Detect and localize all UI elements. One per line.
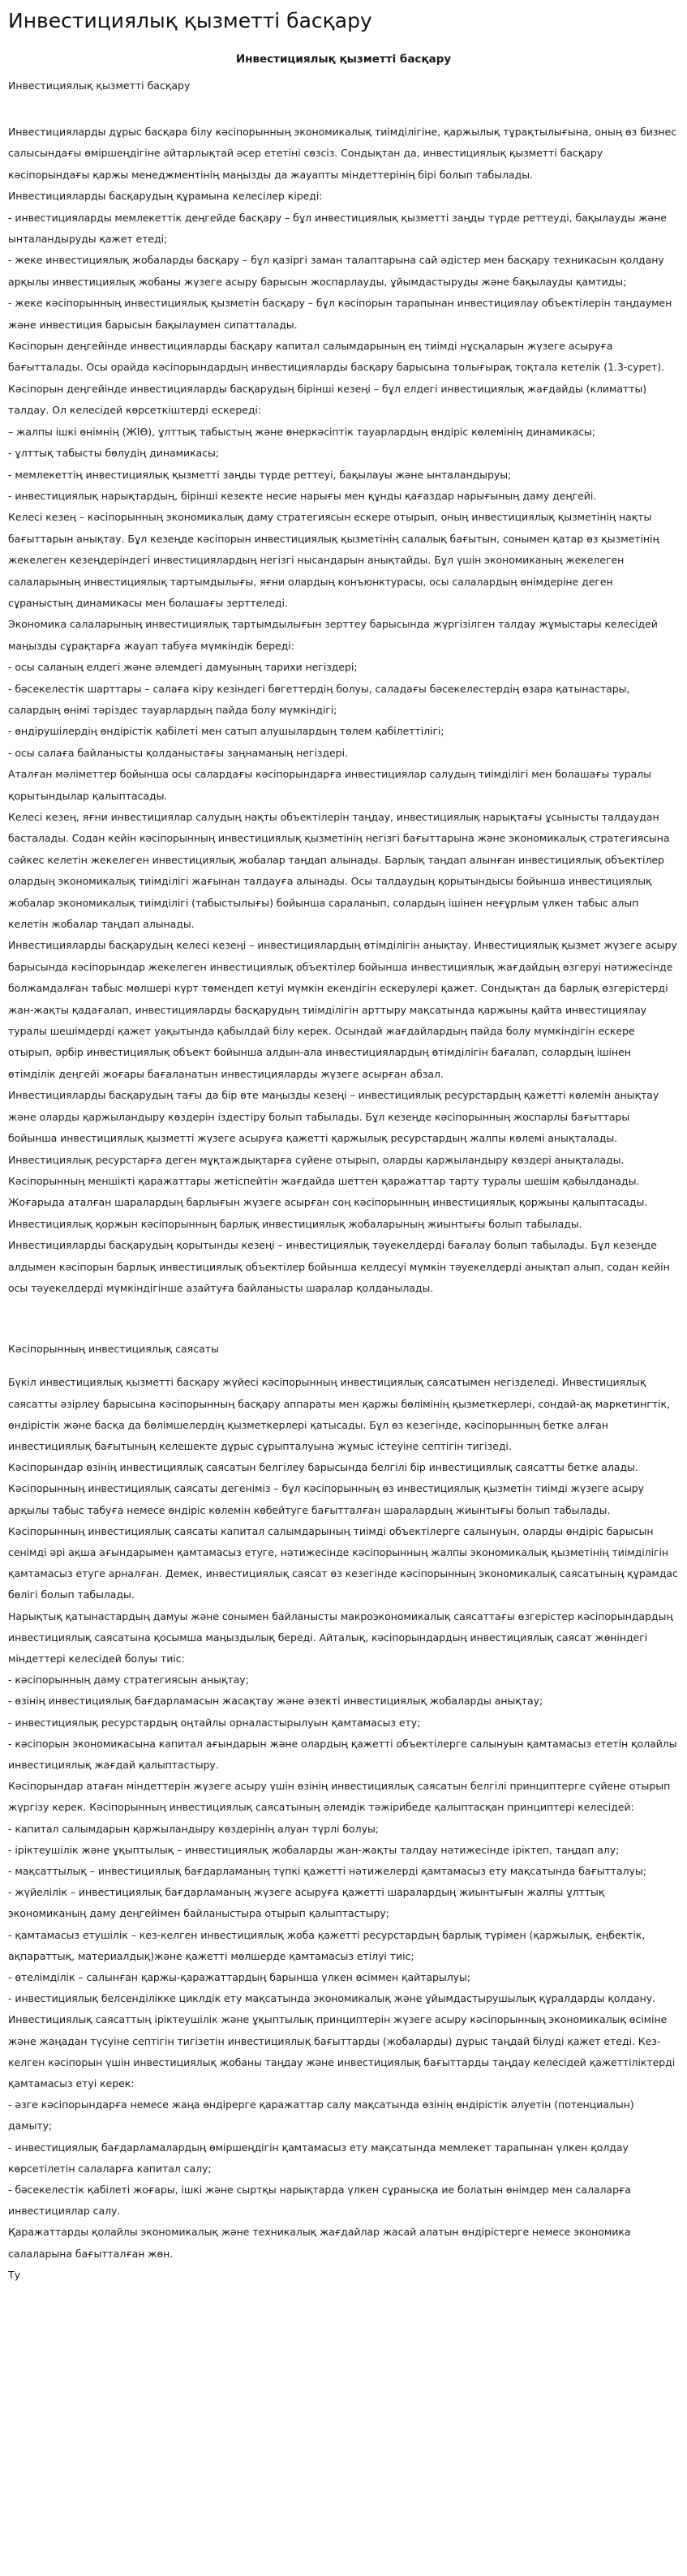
paragraph: Кәсіпорындар атаған міндеттерін жүзеге асыру үшін өзінің инвестициялық саясатын белгілі принциптерге сүйене отырып жүргізу керек. Кәсіпорынның инвестициялық саясатының әлемдік тәжірибеде қалыптасқан принциптері келесідей: <box>8 1780 671 1814</box>
paragraph: - өтелімділік – салынған қаржы-қаражаттардың барынша үлкен өсіммен қайтарылуы; <box>8 1971 471 1984</box>
paragraph: - инвестициялық ресурстардың оңтайлы орналастырылуын қамтамасыз ету; <box>8 1716 421 1729</box>
section-title-investment-policy: Кәсіпорынның инвестициялық саясаты <box>8 1343 219 1356</box>
section-investment-policy <box>8 1372 679 2286</box>
document-heading: Инвестициялық қызметті басқару <box>235 53 452 66</box>
paragraph: - ұлттық табысты бөлудің динамикасы; <box>8 447 219 460</box>
paragraph: - инвестицияларды мемлекеттік деңгейде басқару – бұл инвестициялық қызметті заңды түрде реттеуді, бақылауды және ынталандыруды қажет етеді; <box>8 211 667 246</box>
paragraph: - инвестициялық бағдарламалардың өміршеңдігін қамтамасыз ету мақсатында мемлекет тарапынан үлкен қолдау көрсетілетін салаларға капитал салу; <box>8 2141 629 2175</box>
paragraph: Инвестицияларды басқарудың тағы да бір өте маңызды кезеңі – инвестициялық ресурстардың қажетті көлемін анықтау және оларды қаржыландыру көздерін іздестіру болып табылады. Бұл кезеңде кәсіпорынның жоспарлы бағыттары бойынша инвестициялық қызметті жүзеге асыруға қажетті қаржылық ресурстардың жалпы көлемі анықталады. Инвестициялық ресурстарға деген мұқтаждықтарға сүйене отырып, оларды қаржыландыру көздері анықталады. Кәсіпорынның меншікті қаражаттары жетіспейтін жағдайда шеттен қаражаттар тарту туралы шешім қабылданады. <box>8 1089 659 1187</box>
section-investment-management <box>8 122 679 1299</box>
paragraph: Кәсіпорындар өзінің инвестициялық саясатын белгілеу барысында белгілі бір инвестициялық саясатты бетке алады. <box>8 1461 638 1474</box>
paragraph: Жоғарыда аталған шаралардың барлығын жүзеге асырған соң кәсіпорынның инвестициялық қоржыны қалыптасады. Инвестициялық қоржын кәсіпорынның барлық инвестициялық жобаларының жиынтығы болып табылады. <box>8 1196 648 1230</box>
paragraph: - кәсіпорынның даму стратегиясын анықтау; <box>8 1674 249 1687</box>
paragraph: Инвестицияларды басқарудың келесі кезеңі – инвестициялардың өтімділігін анықтау. Инвестициялық қызмет жүзеге асыру барысында кәсіпорындар жекелеген инвестициялық объектілер бойынша инвестициялық жағдайдың өзгеруі нәтижесінде болжамдалған табыс мөлшері күрт төмендеп кетуі мүмкін екендігін ескерулері қажет. Сондықтан да барлық өзгерістерді жан-жақты қадағалап, инвестицияларды басқарудың тиімділігін арттыру мақсатында қаржыны қайта инвестициялау туралы шешімдерді қажет уақытында қабылдай білу керек. Осындай жағдайлардың пайда болу мүмкіндігін ескере отырып, әрбір инвестициялық объект бойынша алдын-ала инвестициялардың өтімділігін бағалап, солардың ішінен өтімділік деңгейі жоғары бағаланатын инвестицияларды жүзеге асырған абзал. <box>8 939 677 1080</box>
paragraph: Нарықтық қатынастардың дамуы және сонымен байланысты макроэкономикалық саясаттағы өзгерістер кәсіпорындардың инвестициялық саясатына қосымша маңыздылық береді. Айталық, кәсіпорындардың инвестициялық саясат жөніндегі міндеттері келесідей болуы тиіс: <box>8 1609 673 1665</box>
page-title: Инвестициялық қызметті басқару <box>8 9 372 32</box>
paragraph: - әзге кәсіпорындарға немесе жаңа өндірерге қаражаттар салу мақсатында өзінің өндірістік әлуетін (потенциалын) дамыту; <box>8 2098 634 2132</box>
paragraph: Экономика салаларының инвестициялық тартымдылығын зерттеу барысында жүргізілген талдау жұмыстары келесідей маңызды сұрақтарға жауап табуға мүмкіндік береді: <box>8 618 658 652</box>
paragraph: Инвестицияларды басқарудың қорытынды кезеңі – инвестициялық тәуекелдерді бағалау болып табылады. Бұл кезеңде алдымен кәсіпорын барлық инвестициялық объектілер бойынша келдесуі мүмкін тәуекелдерді анықтап алып, содан кейін осы тәуекелдерді мүмкіндігінше азайтуға байланысты шаралар қолданылады. <box>8 1239 670 1294</box>
paragraph: Инвестицияларды басқарудың құрамына келесілер кіреді: <box>8 190 323 203</box>
paragraph: - осы саланың елдегі және әлемдегі дамуының тарихи негіздері; <box>8 661 358 674</box>
paragraph: - капитал салымдарын қаржыландыру көздерінің алуан түрлі болуы; <box>8 1822 379 1835</box>
paragraph: Кәсіпорынның инвестициялық саясаты дегеніміз – бұл кәсіпорынның өз инвестициялық қызметін тиімді жүзеге асыру арқылы табыс табуға немесе өндіріс көлемін көбейтуге бағытталған шаралардың жиынтығы болып табылады. Кәсіпорынның инвестициялық саясаты капитал салымдарының тиімді объектілерге салынуын, оларды өндіріс барысын сенімді әрі ақша ағындарымен қамтамасыз етуге, нәтижесінде кәсіпорынның жалпы экономикалық қызметінің тиімділігін қамтамасыз етуге арналған. Демек, инвестициялық саясат өз кезегінде кәсіпорынның экономикалық саясатының құрамдас бөлігі болып табылады. <box>8 1482 678 1601</box>
paragraph: - іріктеушілік және ұқыптылық – инвестициялық жобаларды жан-жақты талдау нәтижесінде іріктеп, таңдап алу; <box>8 1843 620 1856</box>
paragraph: - осы салаға байланысты қолданыстағы заңнаманың негіздері. <box>8 746 348 759</box>
paragraph: Бүкіл инвестициялық қызметті басқару жүйесі кәсіпорынның инвестициялық саясатымен негізделеді. Инвестициялық саясатты әзірлеу барысына кәсіпорынның басқару аппараты мен қаржы бөлімінің қызметкерлері, сондай-ақ маркетингтік, өндірістік және басқа да бөлімшелердің қызметкерлері қатысады. Бұл өз кезегінде, кәсіпорынның бетке алған инвестициялық бағытының келешекте дұрыс сұрыпталуына жұмыс істеуіне септігін тигізеді. <box>8 1376 670 1452</box>
document-subheading: Инвестициялық қызметті басқару <box>8 79 191 92</box>
paragraph: - жүйелілік – инвестициялық бағдарламаның жүзеге асыруға қажетті шаралардың жиынтығын жалпы ұлттық экономиканың даму деңгейімен байланыстыра отырып қалыптастыру; <box>8 1886 605 1920</box>
paragraph: - жеке кәсіпорынның инвестициялық қызметін басқару – бұл кәсіпорын тарапынан инвестициялау объектілерін таңдаумен және инвестиция барысын бақылаумен сипатталады. <box>8 297 672 331</box>
paragraph: - бәсекелестік шарттары – салаға кіру кезіндегі бөгеттердің болуы, саладағы бәсекелестердің өзара қатынастары, салардың өнімі тәріздес тауарлардың пайда болу мүмкіндігі; <box>8 682 630 716</box>
paragraph: - қамтамасыз етушілік – кез-келген инвестициялық жоба қажетті ресурстардың барлық түрімен (қаржылық, еңбектік, ақпараттық, материалдық)және қажетті мөлшерде қамтамасыз етілуі тиіс; <box>8 1928 646 1962</box>
paragraph: Қаражаттарды қолайлы экономикалық және техникалық жағдайлар жасай алатын өндірістерге немесе экономика салаларына бағытталған жөн. <box>8 2226 631 2260</box>
paragraph: Кәсіпорын деңгейінде инвестицияларды басқарудың бірінші кезеңі – бұл елдегі инвестициялық жағдайды (климатты) талдау. Ол келесідей көрсеткіштерді ескереді: <box>8 382 647 417</box>
section-gap <box>8 1299 679 1341</box>
paragraph: - инвестициялық белсенділікке циклдік ету мақсатында экономикалық және ұйымдастырушылық құралдарды қолдану. Инвестициялық саясаттың іріктеушілік және ұқыптылық принциптерін жүзеге асыру кәсіпорынның экономикалық өсіміне және жаңадан түсуіне септігін тигізетін инвестициялық бағыттарды (жобаларды) дұрыс таңдай білуді қажет етеді. Кез-келген кәсіпорын үшін инвестициялық жобаны таңдау және инвестициялық бағыттарды таңдау келесідей қажеттіліктерді қамтамасыз етуі керек: <box>8 1992 676 2090</box>
paragraph: Инвестицияларды дұрыс басқара білу кәсіпорынның экономикалық тиімділігіне, қаржылық тұрақтылығына, оның өз бизнес салысындағы өміршеңдігіне айтарлықтай әсер ететіні сөзсіз. Сондықтан да, инвестициялық қызметті басқару кәсіпорындағы қаржы менеджментінің маңызды да жауапты міндеттерінің бірі болып табылады. <box>8 126 677 181</box>
paragraph: - жеке инвестициялық жобаларды басқару – бұл қазіргі заман талаптарына сай әдістер мен басқару техникасын қолдану арқылы инвестициялық жобаны жүзеге асыру барысын жоспарлауды, ұйымдастыруды және бақылауды қамтиды; <box>8 254 664 288</box>
paragraph: Ту <box>8 2268 20 2281</box>
paragraph: - өзінің инвестициялық бағдарламасын жасақтау және әзекті инвестициялық жобаларды анықтау; <box>8 1695 543 1708</box>
paragraph: - кәсіпорын экономикасына капитал ағындарын және олардың қажетті объектілерге салынуын қамтамасыз ететін қолайлы инвестициялық жағдай қалыптастыру. <box>8 1737 677 1771</box>
paragraph: - инвестициялық нарықтардың, бірінші кезекте несие нарығы мен құнды қағаздар нарығының даму деңгейі. <box>8 489 597 502</box>
paragraph: - өндірушілердің өндірістік қабілеті мен сатып алушылардың төлем қабілеттілігі; <box>8 725 444 738</box>
paragraph: Кәсіпорын деңгейінде инвестицияларды басқару капитал салымдарының ең тиімді нұсқаларын жүзеге асыруға бағытталады. Осы орайда кәсіпорындардың инвестицияларды басқару барысына толығырақ тоқтала кетелік (1.3-сурет). <box>8 340 664 374</box>
paragraph: Аталған мәліметтер бойынша осы салардағы кәсіпорындарға инвестициялар салудың тиімділігі мен болашағы туралы қорытындылар қалыптасады. <box>8 768 651 802</box>
paragraph: - мемлекеттің инвестициялық қызметті заңды түрде реттеуі, бақылауы және ынталандыруы; <box>8 468 512 481</box>
paragraph: – жалпы ішкі өнімнің (ЖІӨ), ұлттық табыстың және өнеркәсіптік тауарлардың өндіріс көлемінің динамикасы; <box>8 425 596 438</box>
paragraph: - мақсаттылық – инвестициялық бағдарламаның түпкі қажетті нәтижелерді қамтамасыз ету мақсатында бағытталуы; <box>8 1865 646 1878</box>
paragraph: - бәсекелестік қабілеті жоғары, ішкі және сыртқы нарықтарда үлкен сұранысқа ие болатын өнімдер мен салаларға инвестициялар салу. <box>8 2184 631 2218</box>
paragraph: Келесі кезең – кәсіпорынның экономикалық даму стратегиясын ескере отырып, оның инвестициялық қызметінің нақты бағыттарын анықтау. Бұл кезеңде кәсіпорын инвестициялық қызметінің салалық бағытын, сонымен қатар өз қызметінің жекелеген кезеңдеріндегі инвестициялардың негізгі нысандарын анықтайды. Бұл үшін экономиканың жекелеген салаларының инвестициялық тартымдылығы, яғни олардың конъюнктурасы, осы салалардың өнімдеріне деген сұраныстың динамикасы мен болашағы зерттеледі. <box>8 511 659 609</box>
paragraph: Келесі кезең, яғни инвестициялар салудың нақты объектілерін таңдау, инвестициялық нарықтағы ұсынысты талдаудан басталады. Содан кейін кәсіпорынның инвестициялық қызметінің негізгі бағыттарына және экономикалық стратегиясына сәйкес келетін жекелеген инвестициялық жобалар таңдап алынады. Барлық таңдап алынған инвестициялық объектілер олардың экономикалық тиімділігі жағынан талдауға алынады. Осы талдаудың қорытындысы бойынша инвестициялық жобалар экономикалық тиімділігі (табыстылығы) бойынша сараланып, солардың ішінен неғұрлым үлкен табыс алып келетін жобалар таңдап алынады. <box>8 811 670 931</box>
